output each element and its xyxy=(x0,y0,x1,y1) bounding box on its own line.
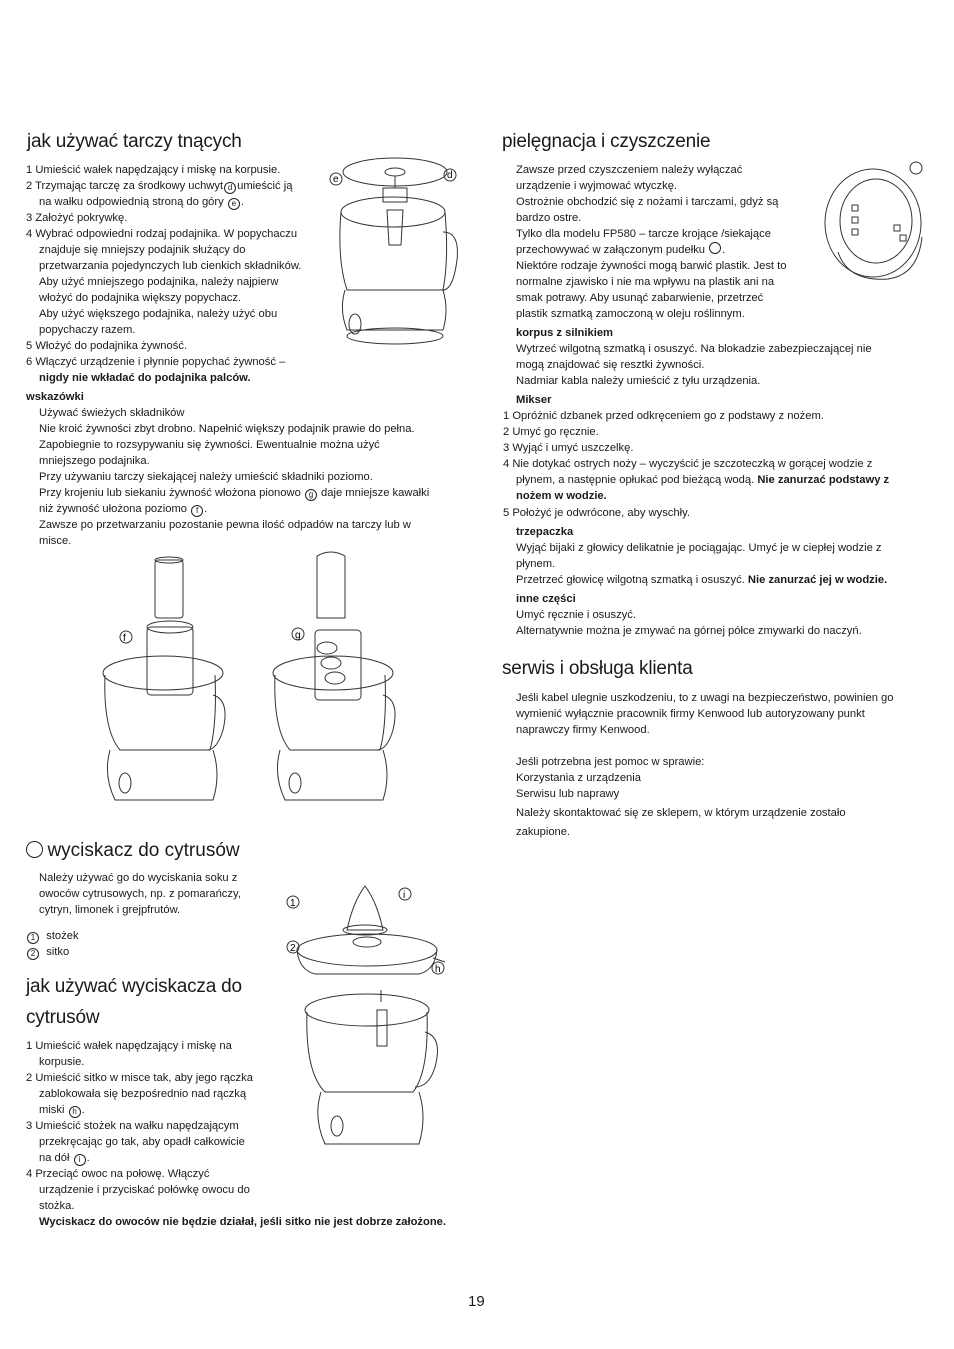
hint-6: Przy krojeniu lub siekaniu żywność włożona pionowo g daje mniejsze kawałki xyxy=(39,487,430,499)
service-text-3: naprawczy firmy Kenwood. xyxy=(516,724,650,736)
service-text-1: Jeśli kabel ulegnie uszkodzeniu, to z uwagi na bezpieczeństwo, powinien go xyxy=(516,692,894,704)
mark-i-label: i xyxy=(403,890,406,901)
hint-7: niż żywność ułożona poziomo f . xyxy=(39,503,208,515)
use-citrus-step-4c: stożka. xyxy=(39,1200,75,1212)
citrus-text-2: owoców cytrusowych, np. z pomarańczy, xyxy=(39,888,241,900)
blade-step-1: 1 Umieścić wałek napędzający i miskę na korpusie. xyxy=(26,164,281,176)
service-text-6: Serwisu lub naprawy xyxy=(516,788,620,800)
page-number: 19 xyxy=(468,1293,485,1310)
use-citrus-step-3: 3 Umieścić stożek na wałku napędzającym xyxy=(26,1120,239,1132)
storage-box-illustration xyxy=(818,157,930,287)
hints-title: wskazówki xyxy=(26,391,84,403)
body-title: korpus z silnikiem xyxy=(516,327,613,339)
blade-step-2b: na wałku odpowiednią stroną do góry e . xyxy=(39,196,244,208)
hint-5: Przy używaniu tarczy siekającej należy umieścić składniki poziomo. xyxy=(39,471,373,483)
use-citrus-step-1: 1 Umieścić wałek napędzający i miskę na xyxy=(26,1040,232,1052)
citrus-text-1: Należy używać go do wyciskania soku z xyxy=(39,872,238,884)
other-text-2: Alternatywnie można je zmywać na górnej półce zmywarki do naczyń. xyxy=(516,625,862,637)
use-citrus-title-1: jak używać wyciskacza do xyxy=(26,976,242,997)
mixer-step-2: 2 Umyć go ręcznie. xyxy=(503,426,599,438)
citrus-text-3: cytryn, limonek i grejpfrutów. xyxy=(39,904,181,916)
mark-h-circle: h xyxy=(69,1106,81,1118)
mixer-step-4b: płynem, a następnie opłukać pod bieżącą wodą. Nie zanurzać podstawy z xyxy=(516,474,890,486)
blade-step-4b: znajduje się mniejszy podajnik służący do xyxy=(39,244,246,256)
use-citrus-step-3c: na dół i . xyxy=(39,1152,90,1164)
mark-i-circle: i xyxy=(74,1154,86,1166)
mixer-step-5: 5 Położyć je odwrócone, aby wyschły. xyxy=(503,507,690,519)
blade-step-4c: przetwarzania pojedynczych lub cienkich składników. xyxy=(39,260,302,272)
use-citrus-title-2: cytrusów xyxy=(26,1007,100,1028)
mixer-step-4c: nożem w wodzie. xyxy=(516,490,607,502)
mark-g-circle: g xyxy=(305,489,317,501)
service-text-4: Jeśli potrzebna jest pomoc w sprawie: xyxy=(516,756,705,768)
care-text-9: smak potrawy. Aby usunąć zabarwienie, przetrzeć xyxy=(516,292,764,304)
mark-g-label: g xyxy=(295,630,301,641)
citrus-juicer-illustration xyxy=(285,882,450,1162)
service-text-8: zakupione. xyxy=(516,826,571,838)
care-text-7: Niektóre rodzaje żywności mogą barwić plastik. Jest to xyxy=(516,260,787,272)
service-text-7: Należy skontaktować się ze sklepem, w którym urządzenie zostało xyxy=(516,807,846,819)
hint-2: Nie kroić żywności zbyt drobno. Napełnić większy podajnik prawie do pełna. xyxy=(39,423,415,435)
care-text-4: bardzo ostre. xyxy=(516,212,582,224)
mark-1-circle: 1 xyxy=(27,932,39,944)
care-text-10: plastik szmatką zamoczoną w oleju roślinnym. xyxy=(516,308,745,320)
body-text-3: Nadmiar kabla należy umieścić z tyłu urządzenia. xyxy=(516,375,761,387)
care-text-3: Ostrożnie obchodzić się z nożami i tarczami, gdyż są xyxy=(516,196,779,208)
blade-step-4d: Aby użyć mniejszego podajnika, należy najpierw xyxy=(39,276,279,288)
service-text-5: Korzystania z urządzenia xyxy=(516,772,641,784)
care-text-6: przechowywać w załączonym pudełku . xyxy=(516,244,726,256)
citrus-title-row xyxy=(26,840,240,862)
blade-step-5: 5 Włożyć do podajnika żywność. xyxy=(26,340,188,352)
mark-f-circle: f xyxy=(191,505,203,517)
whisk-text-3: Przetrzeć głowicę wilgotną szmatką i osuszyć. Nie zanurzać jej w wodzie. xyxy=(516,574,888,586)
blade-step-4g: popychaczy razem. xyxy=(39,324,136,336)
hint-8: Zawsze po przetwarzaniu pozostanie pewna ilość odpadów na tarczy lub w xyxy=(39,519,411,531)
mark-2-label: 2 xyxy=(290,943,296,954)
whisk-title: trzepaczka xyxy=(516,526,574,538)
citrus-part-2: 2 sitko xyxy=(26,944,69,960)
care-title: pielęgnacja i czyszczenie xyxy=(502,131,711,152)
use-citrus-warning: Wyciskacz do owoców nie będzie działał, jeśli sitko nie jest dobrze założone. xyxy=(39,1216,446,1228)
body-text-1: Wytrzeć wilgotną szmatką i osuszyć. Na blokadzie zabezpieczającej nie xyxy=(516,343,872,355)
blade-title: jak używać tarczy tnących xyxy=(27,131,242,152)
mixer-title: Mikser xyxy=(516,394,552,406)
blade-step-6: 6 Włączyć urządzenie i płynnie popychać żywność – xyxy=(26,356,286,368)
citrus-title: wyciskacz do cytrusów xyxy=(47,840,240,861)
mixer-step-3: 3 Wyjąć i umyć uszczelkę. xyxy=(503,442,634,454)
use-citrus-step-3b: przekręcając go tak, aby opadł całkowicie xyxy=(39,1136,245,1148)
blade-step-3: 3 Założyć pokrywkę. xyxy=(26,212,128,224)
mark-f-label: f xyxy=(123,633,126,644)
use-citrus-step-1b: korpusie. xyxy=(39,1056,85,1068)
food-processor-feed-g-illustration xyxy=(265,548,395,810)
mark-d-circle: d xyxy=(224,182,236,194)
use-citrus-step-4: 4 Przeciąć owoc na połowę. Włączyć xyxy=(26,1168,210,1180)
service-title: serwis i obsługa klienta xyxy=(502,658,693,679)
mark-1-label: 1 xyxy=(290,898,296,909)
mark-h-label: h xyxy=(435,964,441,975)
use-citrus-step-4b: urządzenie i przyciskać połówkę owocu do xyxy=(39,1184,250,1196)
hint-4: mniejszego podajnika. xyxy=(39,455,150,467)
use-citrus-step-2c: miski h . xyxy=(39,1104,85,1116)
service-text-2: wymienić wyłącznie pracownik firmy Kenwood lub autoryzowany punkt xyxy=(516,708,865,720)
whisk-text-2: płynem. xyxy=(516,558,556,570)
care-text-5: Tylko dla modelu FP580 – tarcze krojące /siekające xyxy=(516,228,771,240)
mark-d-label: d xyxy=(447,170,453,181)
mark-2-circle: 2 xyxy=(27,948,39,960)
other-title: inne części xyxy=(516,593,576,605)
food-processor-feed-f-illustration xyxy=(95,555,225,810)
citrus-circle-icon xyxy=(26,841,43,858)
blade-step-4f: Aby użyć większego podajnika, należy użyć obu xyxy=(39,308,278,320)
mark-e-label: e xyxy=(333,174,339,185)
hint-3: Zapobiegnie to rozsypywaniu się żywności. Ewentualnie można użyć xyxy=(39,439,380,451)
box-circle-icon xyxy=(709,242,721,254)
mixer-step-1: 1 Opróżnić dzbanek przed odkręceniem go z podstawy z nożem. xyxy=(503,410,824,422)
blade-warning: nigdy nie wkładać do podajnika palców. xyxy=(39,372,251,384)
other-text-1: Umyć ręcznie i osuszyć. xyxy=(516,609,636,621)
use-citrus-step-2: 2 Umieścić sitko w misce tak, aby jego rączka xyxy=(26,1072,253,1084)
mixer-step-4: 4 Nie dotykać ostrych noży – wyczyścić je szczoteczką w gorącej wodzie z xyxy=(503,458,873,470)
body-text-2: mogą znajdować się resztki żywności. xyxy=(516,359,705,371)
hint-9: misce. xyxy=(39,535,72,547)
mark-e-circle: e xyxy=(228,198,240,210)
blade-step-2: 2 Trzymając tarczę za środkowy uchwyt d umieścić ją xyxy=(26,180,293,192)
care-text-1: Zawsze przed czyszczeniem należy wyłączać xyxy=(516,164,743,176)
blade-step-4e: włożyć do podajnika większy popychacz. xyxy=(39,292,242,304)
use-citrus-step-2b: zablokowała się bezpośrednio nad rączką xyxy=(39,1088,247,1100)
food-processor-disc-illustration xyxy=(325,150,470,350)
hint-1: Używać świeżych składników xyxy=(39,407,185,419)
blade-step-4: 4 Wybrać odpowiedni rodzaj podajnika. W popychaczu xyxy=(26,228,298,240)
whisk-text-1: Wyjąć bijaki z głowicy delikatnie je pociągając. Umyć je w ciepłej wodzie z xyxy=(516,542,882,554)
care-text-8: normalne zjawisko i nie ma wpływu na plastik ani na xyxy=(516,276,775,288)
care-text-2: urządzenie i wyjmować wtyczkę. xyxy=(516,180,678,192)
citrus-part-1: 1 stożek xyxy=(26,928,79,944)
